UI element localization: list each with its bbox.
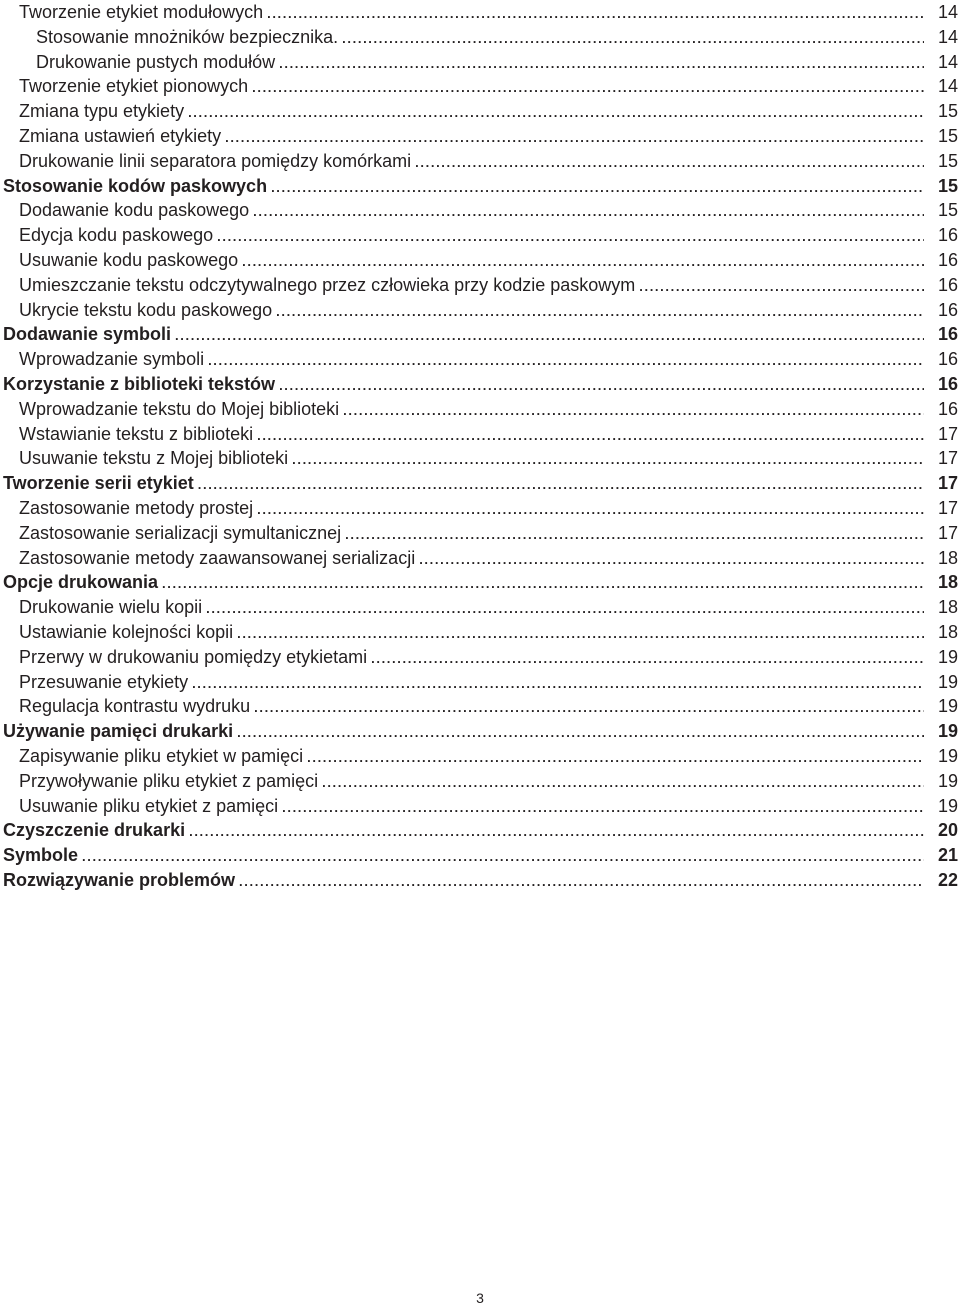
toc-section-entry[interactable] — [0, 372, 960, 397]
dot-leader — [198, 473, 924, 498]
toc-entry-title: Drukowanie pustych modułów — [36, 51, 276, 72]
toc-entry-title: Usuwanie tekstu z Mojej biblioteki — [19, 448, 289, 469]
dot-leader — [257, 498, 924, 523]
toc-entry-title: Opcje drukowania — [3, 572, 159, 593]
toc-entry-page: 16 — [937, 398, 958, 419]
dot-leader — [343, 399, 924, 424]
dot-leader — [292, 448, 924, 473]
toc-subsection-entry[interactable] — [0, 670, 960, 695]
toc-entry-title: Wprowadzanie tekstu do Mojej biblioteki — [19, 398, 340, 419]
toc-entry-page: 22 — [937, 869, 958, 890]
toc-entry-page: 18 — [937, 547, 958, 568]
toc-subsection-entry[interactable] — [0, 496, 960, 521]
dot-leader — [639, 275, 924, 300]
toc-entry-page: 19 — [937, 646, 958, 667]
dot-leader — [252, 76, 924, 101]
toc-section-entry[interactable] — [0, 719, 960, 744]
toc-entry-title: Ukrycie tekstu kodu paskowego — [19, 299, 273, 320]
toc-entry-title: Wstawianie tekstu z biblioteki — [19, 423, 254, 444]
dot-leader — [192, 672, 924, 697]
toc-entry-page: 17 — [937, 497, 958, 518]
toc-subsection-entry[interactable] — [0, 223, 960, 248]
toc-entry-title: Drukowanie linii separatora pomiędzy komórkami — [19, 150, 412, 171]
dot-leader — [237, 721, 924, 746]
toc-entry-title: Korzystanie z biblioteki tekstów — [3, 373, 276, 394]
toc-entry-page: 16 — [937, 249, 958, 270]
dot-leader — [188, 101, 924, 126]
toc-entry-page: 18 — [937, 572, 958, 593]
toc-entry-page: 19 — [937, 696, 958, 717]
toc-entry-page: 14 — [937, 51, 958, 72]
toc-entry-page: 19 — [937, 795, 958, 816]
toc-subsection-entry[interactable] — [0, 397, 960, 422]
dot-leader — [271, 176, 924, 201]
dot-leader — [189, 820, 924, 845]
toc-section-entry[interactable] — [0, 174, 960, 199]
toc-entry-page: 15 — [937, 125, 958, 146]
toc-section-entry[interactable] — [0, 868, 960, 893]
toc-subsection-entry[interactable] — [0, 248, 960, 273]
toc-subsection-entry[interactable] — [0, 25, 960, 50]
toc-entry-title: Zastosowanie serializacji symultanicznej — [19, 522, 342, 543]
toc-entry-title: Symbole — [3, 845, 79, 866]
toc-entry-page: 20 — [937, 820, 958, 841]
dot-leader — [208, 349, 924, 374]
toc-entry-title: Zastosowanie metody zaawansowanej serializacji — [19, 547, 416, 568]
toc-subsection-entry[interactable] — [0, 74, 960, 99]
toc-entry-title: Wprowadzanie symboli — [19, 349, 205, 370]
toc-entry-page: 16 — [937, 324, 958, 345]
toc-subsection-entry[interactable] — [0, 298, 960, 323]
dot-leader — [257, 424, 924, 449]
dot-leader — [239, 870, 924, 895]
toc-entry-title: Edycja kodu paskowego — [19, 225, 214, 246]
toc-subsection-entry[interactable] — [0, 794, 960, 819]
toc-subsection-entry[interactable] — [0, 546, 960, 571]
toc-entry-page: 19 — [937, 721, 958, 742]
toc-entry-page: 21 — [937, 845, 958, 866]
toc-entry-title: Zapisywanie pliku etykiet w pamięci — [19, 745, 304, 766]
toc-section-entry[interactable] — [0, 818, 960, 843]
toc-subsection-entry[interactable] — [0, 521, 960, 546]
toc-subsection-entry[interactable] — [0, 694, 960, 719]
toc-subsection-entry[interactable] — [0, 347, 960, 372]
dot-leader — [82, 845, 924, 870]
toc-entry-title: Usuwanie pliku etykiet z pamięci — [19, 795, 279, 816]
toc-subsection-entry[interactable] — [0, 422, 960, 447]
toc-entry-title: Stosowanie kodów paskowych — [3, 175, 268, 196]
dot-leader — [282, 796, 924, 821]
toc-entry-title: Zmiana ustawień etykiety — [19, 125, 222, 146]
toc-entry-title: Zmiana typu etykiety — [19, 101, 185, 122]
toc-entry-title: Stosowanie mnożników bezpiecznika. — [36, 26, 339, 47]
toc-entry-title: Tworzenie etykiet modułowych — [19, 2, 264, 22]
toc-entry-page: 19 — [937, 745, 958, 766]
dot-leader — [419, 548, 924, 573]
toc-entry-page: 16 — [937, 349, 958, 370]
toc-entry-title: Przesuwanie etykiety — [19, 671, 189, 692]
toc-entry-title: Przerwy w drukowaniu pomiędzy etykietami — [19, 646, 368, 667]
toc-entry-title: Usuwanie kodu paskowego — [19, 249, 239, 270]
dot-leader — [162, 572, 924, 597]
toc-entry-page: 14 — [937, 26, 958, 47]
dot-leader — [279, 374, 924, 399]
dot-leader — [342, 27, 924, 52]
dot-leader — [253, 200, 924, 225]
toc-section-entry[interactable] — [0, 843, 960, 868]
toc-entry-page: 18 — [937, 597, 958, 618]
dot-leader — [206, 597, 924, 622]
toc-subsection-entry[interactable] — [0, 446, 960, 471]
toc-entry-page: 17 — [937, 522, 958, 543]
page-number: 3 — [476, 1290, 484, 1306]
toc-entry-page: 17 — [937, 448, 958, 469]
toc-entry-page: 19 — [937, 770, 958, 791]
toc-entry-title: Tworzenie serii etykiet — [3, 473, 194, 494]
toc-entry-title: Czyszczenie drukarki — [3, 820, 186, 841]
toc-subsection-entry[interactable] — [0, 620, 960, 645]
dot-leader — [175, 324, 924, 349]
toc-entry-page: 17 — [937, 423, 958, 444]
toc-subsection-entry[interactable] — [0, 769, 960, 794]
dot-leader — [276, 300, 924, 325]
toc-entry-title: Zastosowanie metody prostej — [19, 497, 254, 518]
dot-leader — [322, 771, 924, 796]
toc-entry-title: Używanie pamięci drukarki — [3, 721, 234, 742]
toc-subsection-entry[interactable] — [0, 0, 960, 25]
toc-entry-page: 16 — [937, 274, 958, 295]
dot-leader — [254, 696, 924, 721]
dot-leader — [371, 647, 924, 672]
toc-entry-page: 18 — [937, 621, 958, 642]
dot-leader — [345, 523, 924, 548]
toc-entry-title: Dodawanie symboli — [3, 324, 172, 345]
toc-entry-page: 16 — [937, 299, 958, 320]
dot-leader — [225, 126, 924, 151]
toc-entry-page: 15 — [937, 150, 958, 171]
toc-subsection-entry[interactable] — [0, 50, 960, 75]
toc-entry-title: Rozwiązywanie problemów — [3, 869, 236, 890]
toc-section-entry[interactable] — [0, 570, 960, 595]
toc-subsection-entry[interactable] — [0, 124, 960, 149]
toc-entry-title: Tworzenie etykiet pionowych — [19, 76, 249, 97]
toc-section-entry[interactable] — [0, 322, 960, 347]
toc-entry-page: 14 — [937, 2, 958, 22]
dot-leader — [267, 2, 924, 27]
toc-entry-title: Regulacja kontrastu wydruku — [19, 696, 251, 717]
toc-subsection-entry[interactable] — [0, 595, 960, 620]
toc-entry-page: 15 — [937, 200, 958, 221]
toc-subsection-entry[interactable] — [0, 99, 960, 124]
toc-entry-page: 17 — [937, 473, 958, 494]
toc-entry-page: 14 — [937, 76, 958, 97]
toc-entry-title: Dodawanie kodu paskowego — [19, 200, 250, 221]
toc-entry-page: 15 — [937, 175, 958, 196]
toc-subsection-entry[interactable] — [0, 645, 960, 670]
dot-leader — [237, 622, 924, 647]
dot-leader — [415, 151, 924, 176]
dot-leader — [307, 746, 924, 771]
dot-leader — [279, 52, 924, 77]
toc-section-entry[interactable] — [0, 471, 960, 496]
toc-entry-title: Przywoływanie pliku etykiet z pamięci — [19, 770, 319, 791]
dot-leader — [217, 225, 924, 250]
toc-subsection-entry[interactable] — [0, 198, 960, 223]
toc-entry-title: Ustawianie kolejności kopii — [19, 621, 234, 642]
dot-leader — [242, 250, 924, 275]
toc-entry-page: 15 — [937, 101, 958, 122]
toc-entry-page: 16 — [937, 373, 958, 394]
toc-entry-page: 19 — [937, 671, 958, 692]
toc-subsection-entry[interactable] — [0, 273, 960, 298]
toc-entry-page: 16 — [937, 225, 958, 246]
toc-entry-title: Umieszczanie tekstu odczytywalnego przez człowieka przy kodzie paskowym — [19, 274, 636, 295]
toc-subsection-entry[interactable] — [0, 149, 960, 174]
toc-subsection-entry[interactable] — [0, 744, 960, 769]
toc-entry-title: Drukowanie wielu kopii — [19, 597, 203, 618]
